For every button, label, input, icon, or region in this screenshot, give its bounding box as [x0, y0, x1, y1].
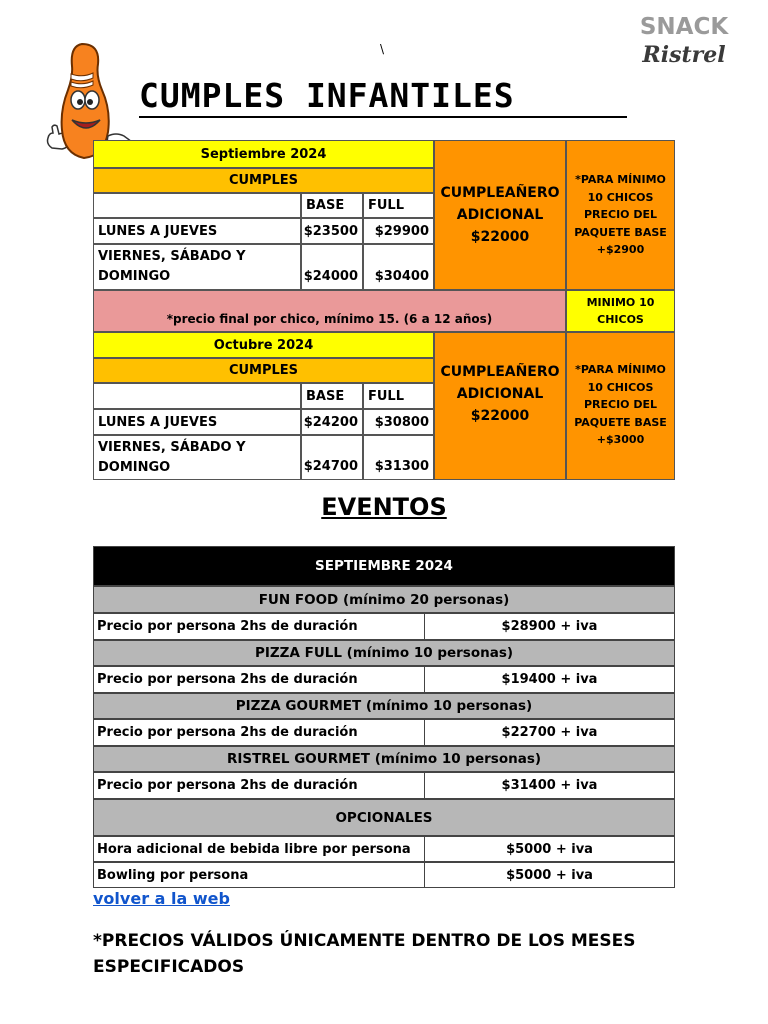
sept-row2-label: VIERNES, SÁBADO Y DOMINGO — [93, 244, 301, 290]
precios-validos-footer: *PRECIOS VÁLIDOS ÚNICAMENTE DENTRO DE LOS MESES ESPECIFICADOS — [93, 931, 636, 977]
pizza-gourmet-label: Precio por persona 2hs de duración — [94, 720, 425, 745]
eventos-month-header: SEPTIEMBRE 2024 — [93, 546, 675, 586]
oct-row2-full: $31300 — [363, 435, 434, 480]
oct-base-header: BASE — [301, 383, 363, 409]
snack-ristrel-logo — [636, 14, 732, 74]
page-title: CUMPLES INFANTILES — [139, 78, 627, 118]
oct-row1-base: $24200 — [301, 409, 363, 435]
pizza-full-price: $19400 + iva — [501, 672, 598, 687]
oct-cumples-header: CUMPLES — [93, 358, 434, 383]
sept-row1-full: $29900 — [363, 218, 434, 244]
volver-a-la-web-link[interactable]: volver a la web — [93, 889, 230, 908]
bowling-price: $5000 + iva — [506, 867, 593, 883]
sept-cumples-header: CUMPLES — [93, 168, 434, 193]
oct-row1-full: $30800 — [363, 409, 434, 435]
sept-empty-col-header — [93, 193, 301, 218]
precio-footnote: *precio final por chico, mínimo 15. (6 a 12 años) — [93, 290, 566, 332]
sept-full-header: FULL — [363, 193, 434, 218]
oct-minimo-note: *PARA MÍNIMO 10 CHICOS PRECIO DEL PAQUETE BASE +$3000 — [566, 332, 675, 480]
pizza-gourmet-header: PIZZA GOURMET (mínimo 10 personas) — [93, 693, 675, 719]
ristrel-gourmet-header: RISTREL GOURMET (mínimo 10 personas) — [93, 746, 675, 772]
pizza-full-header: PIZZA FULL (mínimo 10 personas) — [93, 640, 675, 666]
pizza-gourmet-price: $22700 + iva — [501, 725, 598, 740]
stray-backslash: \ — [380, 42, 385, 56]
sept-row2-full: $30400 — [363, 244, 434, 290]
oct-row1-label: LUNES A JUEVES — [93, 409, 301, 435]
fun-food-price: $28900 + iva — [501, 619, 598, 634]
oct-month-header: Octubre 2024 — [93, 332, 434, 358]
bebida-row — [93, 836, 675, 862]
bebida-label: Hora adicional de bebida libre por persona — [94, 837, 425, 861]
bowling-label: Bowling por persona — [94, 863, 425, 887]
pizza-full-label: Precio por persona 2hs de duración — [94, 667, 425, 692]
sept-row2-base: $24000 — [301, 244, 363, 290]
logo-line2: Ristrel — [642, 42, 726, 68]
sept-row1-label: LUNES A JUEVES — [93, 218, 301, 244]
sept-minimo-note: *PARA MÍNIMO 10 CHICOS PRECIO DEL PAQUETE BASE +$2900 — [566, 140, 675, 290]
sept-row1-base: $23500 — [301, 218, 363, 244]
ristrel-gourmet-label: Precio por persona 2hs de duración — [94, 773, 425, 798]
ristrel-gourmet-price: $31400 + iva — [501, 778, 598, 793]
oct-row2-label: VIERNES, SÁBADO Y DOMINGO — [93, 435, 301, 480]
pizza-gourmet-row — [93, 719, 675, 746]
ristrel-gourmet-row — [93, 772, 675, 799]
pizza-full-row — [93, 666, 675, 693]
opcionales-header: OPCIONALES — [93, 799, 675, 836]
eventos-title: EVENTOS — [321, 493, 447, 521]
oct-full-header: FULL — [363, 383, 434, 409]
sept-cumpleanero-adicional: CUMPLEAÑERO ADICIONAL $22000 — [434, 140, 566, 290]
sept-month-header: Septiembre 2024 — [93, 140, 434, 168]
fun-food-row — [93, 613, 675, 640]
bebida-price: $5000 + iva — [506, 841, 593, 857]
oct-row2-base: $24700 — [301, 435, 363, 480]
minimo-chicos-badge: MINIMO 10 CHICOS — [566, 290, 675, 332]
sept-base-header: BASE — [301, 193, 363, 218]
logo-line1: SNACK — [639, 14, 729, 40]
fun-food-header: FUN FOOD (mínimo 20 personas) — [93, 586, 675, 613]
oct-cumpleanero-adicional: CUMPLEAÑERO ADICIONAL $22000 — [434, 332, 566, 480]
bowling-row — [93, 862, 675, 888]
fun-food-label: Precio por persona 2hs de duración — [94, 614, 425, 639]
oct-empty-col-header — [93, 383, 301, 409]
